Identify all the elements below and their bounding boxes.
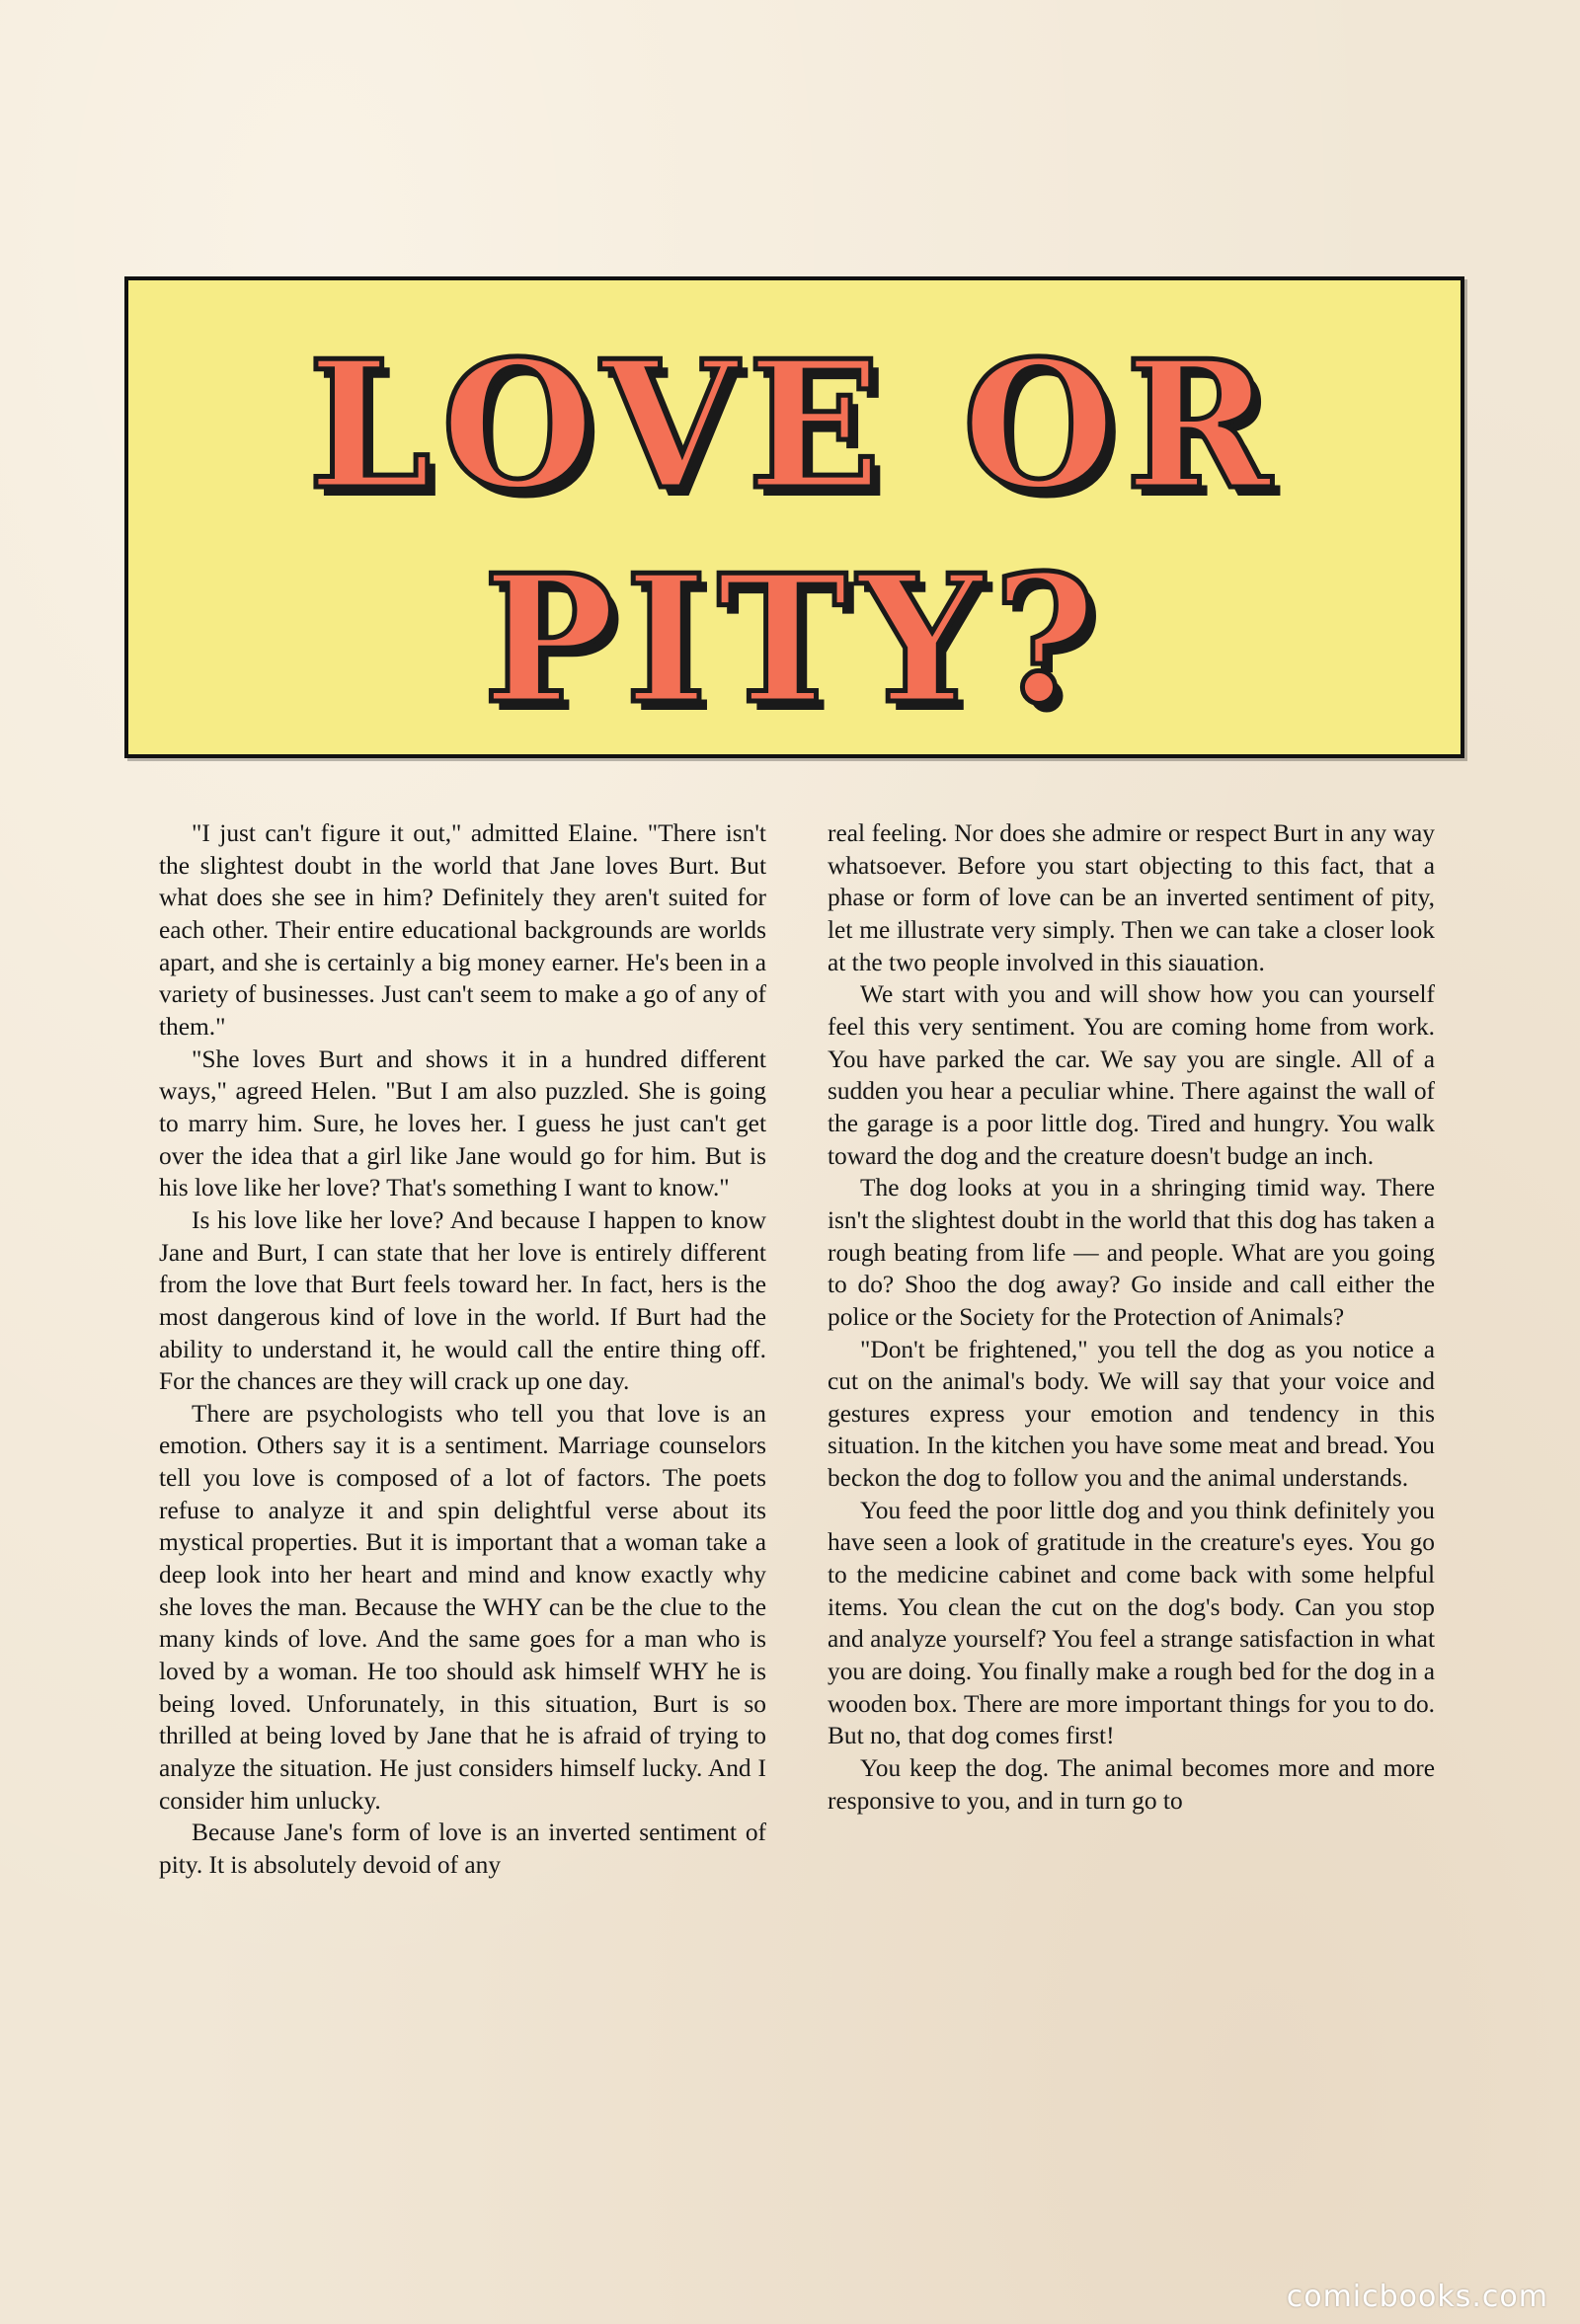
article-paragraph: You feed the poor little dog and you think definitely you have seen a look of gratitude in the creature's eyes. You go to the medicine cabinet and come back with some helpful items. You clean the cut on the dog's body. Can you stop and analyze yourself? You feel a strange satisfaction in what you are doing. You finally make a rough bed for the dog in a wooden box. There are more important things for you to do. But no, that dog comes first! [828, 1496, 1435, 1750]
article-paragraph: "Don't be frightened," you tell the dog as you notice a cut on the animal's body. We will say that your voice and gestures express your emotion and tendency in this situation. In the kitchen you have some meat and bread. You beckon the dog to follow you and the animal understands. [828, 1335, 1435, 1493]
article-column-right [828, 817, 1435, 1817]
page-title-line-1: LOVE OR [307, 322, 1282, 528]
title-panel [124, 276, 1464, 758]
article-paragraph: Because Jane's form of love is an inverted sentiment of pity. It is absolutely devoid of any [159, 1819, 766, 1879]
page-title-line-2: PITY? [483, 536, 1106, 742]
article-paragraph: There are psychologists who tell you that love is an emotion. Others say it is a sentiment. Marriage counselors tell you love is composed of a lot of factors. The poets refuse to analyze it and spin delightful verse about its mystical properties. But it is important that a woman take a deep look into her heart and mind and know exactly why she loves the man. Because the WHY can be the clue to the many kinds of love. And the same goes for a man who is loved by a woman. He too should ask himself WHY he is being loved. Unforunately, in this situation, Burt is so thrilled at being loved by Jane that he is afraid of trying to analyze the situation. He just considers himself lucky. And I consider him unlucky. [159, 1399, 766, 1815]
article-paragraph: We start with you and will show how you can yourself feel this very sentiment. You are coming home from work. You have parked the car. We say you are single. All of a sudden you hear a peculiar whine. There against the wall of the garage is a poor little dog. Tired and hungry. You walk toward the dog and the creature doesn't budge an inch. [828, 980, 1435, 1170]
article-paragraph-continued: real feeling. Nor does she admire or respect Burt in any way whatsoever. Before you start objecting to this fact, that a phase or form of love can be an inverted sentiment of pity, let me illustrate very simply. Then we can take a closer look at the two people involved in this siauation. [828, 819, 1435, 976]
article-column-left [159, 817, 766, 1882]
site-watermark: comicbooks.com [1286, 2280, 1548, 2314]
article-paragraph: "She loves Burt and shows it in a hundred different ways," agreed Helen. "But I am also puzzled. She is going to marry him. Sure, he loves her. I guess he just can't get over the idea that a girl like Jane would go for him. But is his love like her love? That's something I want to know." [159, 1045, 766, 1202]
article-paragraph: "I just can't figure it out," admitted Elaine. "There isn't the slightest doubt in the world that Jane loves Burt. But what does she see in him? Definitely they aren't suited for each other. Their entire educational backgrounds are worlds apart, and she is certainly a big money earner. He's been in a variety of businesses. Just can't seem to make a go of any of them." [159, 819, 766, 1041]
article-paragraph: You keep the dog. The animal becomes more and more responsive to you, and in turn go to [828, 1754, 1435, 1815]
article-paragraph: Is his love like her love? And because I happen to know Jane and Burt, I can state that her love is entirely different from the love that Burt feels toward her. In fact, hers is the most dangerous kind of love in the world. If Burt had the ability to understand it, he would call the entire thing off. For the chances are they will crack up one day. [159, 1205, 766, 1396]
article-paragraph: The dog looks at you in a shringing timid way. There isn't the slightest doubt in the world that this dog has taken a rough beating from life — and people. What are you going to do? Shoo the dog away? Go inside and call either the police or the Society for the Protection of Animals? [828, 1174, 1435, 1331]
